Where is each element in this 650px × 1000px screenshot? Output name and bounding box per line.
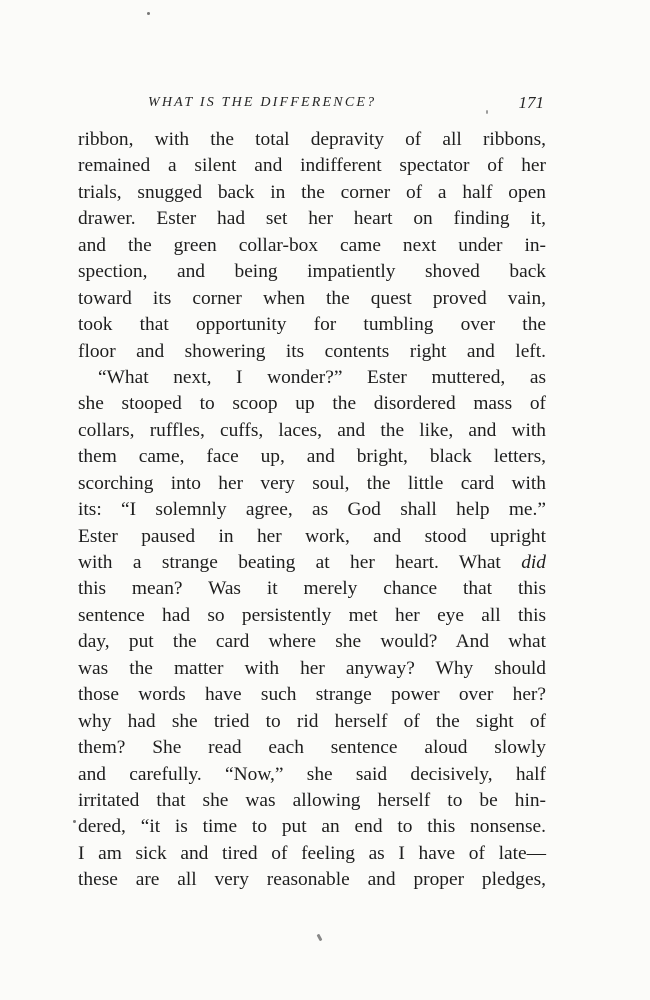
text-line: dered, “it is time to put an end to this nonsense.	[78, 816, 546, 838]
text-line: drawer. Ester had set her heart on finding it,	[78, 208, 546, 230]
text-line: toward its corner when the quest proved vain,	[78, 287, 546, 309]
text-line: this mean? Was it merely chance that this	[78, 578, 546, 600]
text-line: Ester paused in her work, and stood upright	[78, 525, 546, 547]
text-line: day, put the card where she would? And what	[78, 631, 546, 653]
running-title: WHAT IS THE DIFFERENCE?	[148, 95, 377, 110]
text-line: them? She read each sentence aloud slowly	[78, 737, 546, 759]
print-speck	[147, 12, 150, 15]
page-number: 171	[518, 93, 544, 112]
text-line: scorching into her very soul, the little card with	[78, 472, 546, 494]
print-speck	[486, 110, 488, 114]
text-line: collars, ruffles, cuffs, laces, and the like, and with	[78, 419, 546, 441]
text-line: trials, snugged back in the corner of a half open	[78, 181, 546, 203]
text-line: those words have such strange power over her?	[78, 684, 546, 706]
text-line: why had she tried to rid herself of the sight of	[78, 710, 546, 732]
text-line: sentence had so persistently met her eye all this	[78, 604, 546, 626]
text-line: she stooped to scoop up the disordered mass of	[78, 393, 546, 415]
text-line: took that opportunity for tumbling over the	[78, 314, 546, 336]
text-line: and the green collar-box came next under in-	[78, 234, 546, 256]
text-line: irritated that she was allowing herself to be hin-	[78, 789, 546, 811]
text-line: these are all very reasonable and proper pledges,	[78, 869, 546, 891]
italic-word: did	[521, 552, 546, 573]
text-line: and carefully. “Now,” she said decisively, half	[78, 763, 546, 785]
text-line: remained a silent and indifferent spectator of her	[78, 155, 546, 177]
text-line: was the matter with her anyway? Why should	[78, 657, 546, 679]
print-speck	[317, 934, 323, 942]
text-line: I am sick and tired of feeling as I have of late—	[78, 842, 546, 864]
print-speck	[73, 820, 76, 823]
text-line: floor and showering its contents right and left.	[78, 340, 546, 362]
text-line: them came, face up, and bright, black letters,	[78, 446, 546, 468]
text-line: spection, and being impatiently shoved back	[78, 261, 546, 283]
text-line: its: “I solemnly agree, as God shall help me.”	[78, 499, 546, 521]
running-head	[78, 95, 544, 119]
text-line: ribbon, with the total depravity of all ribbons,	[78, 129, 546, 150]
body-text	[78, 127, 546, 894]
text-line-with-italic	[78, 550, 546, 576]
text-line: “What next, I wonder?” Ester muttered, as	[98, 366, 546, 388]
text-line-part: with a strange beating at her heart. What	[78, 552, 501, 573]
